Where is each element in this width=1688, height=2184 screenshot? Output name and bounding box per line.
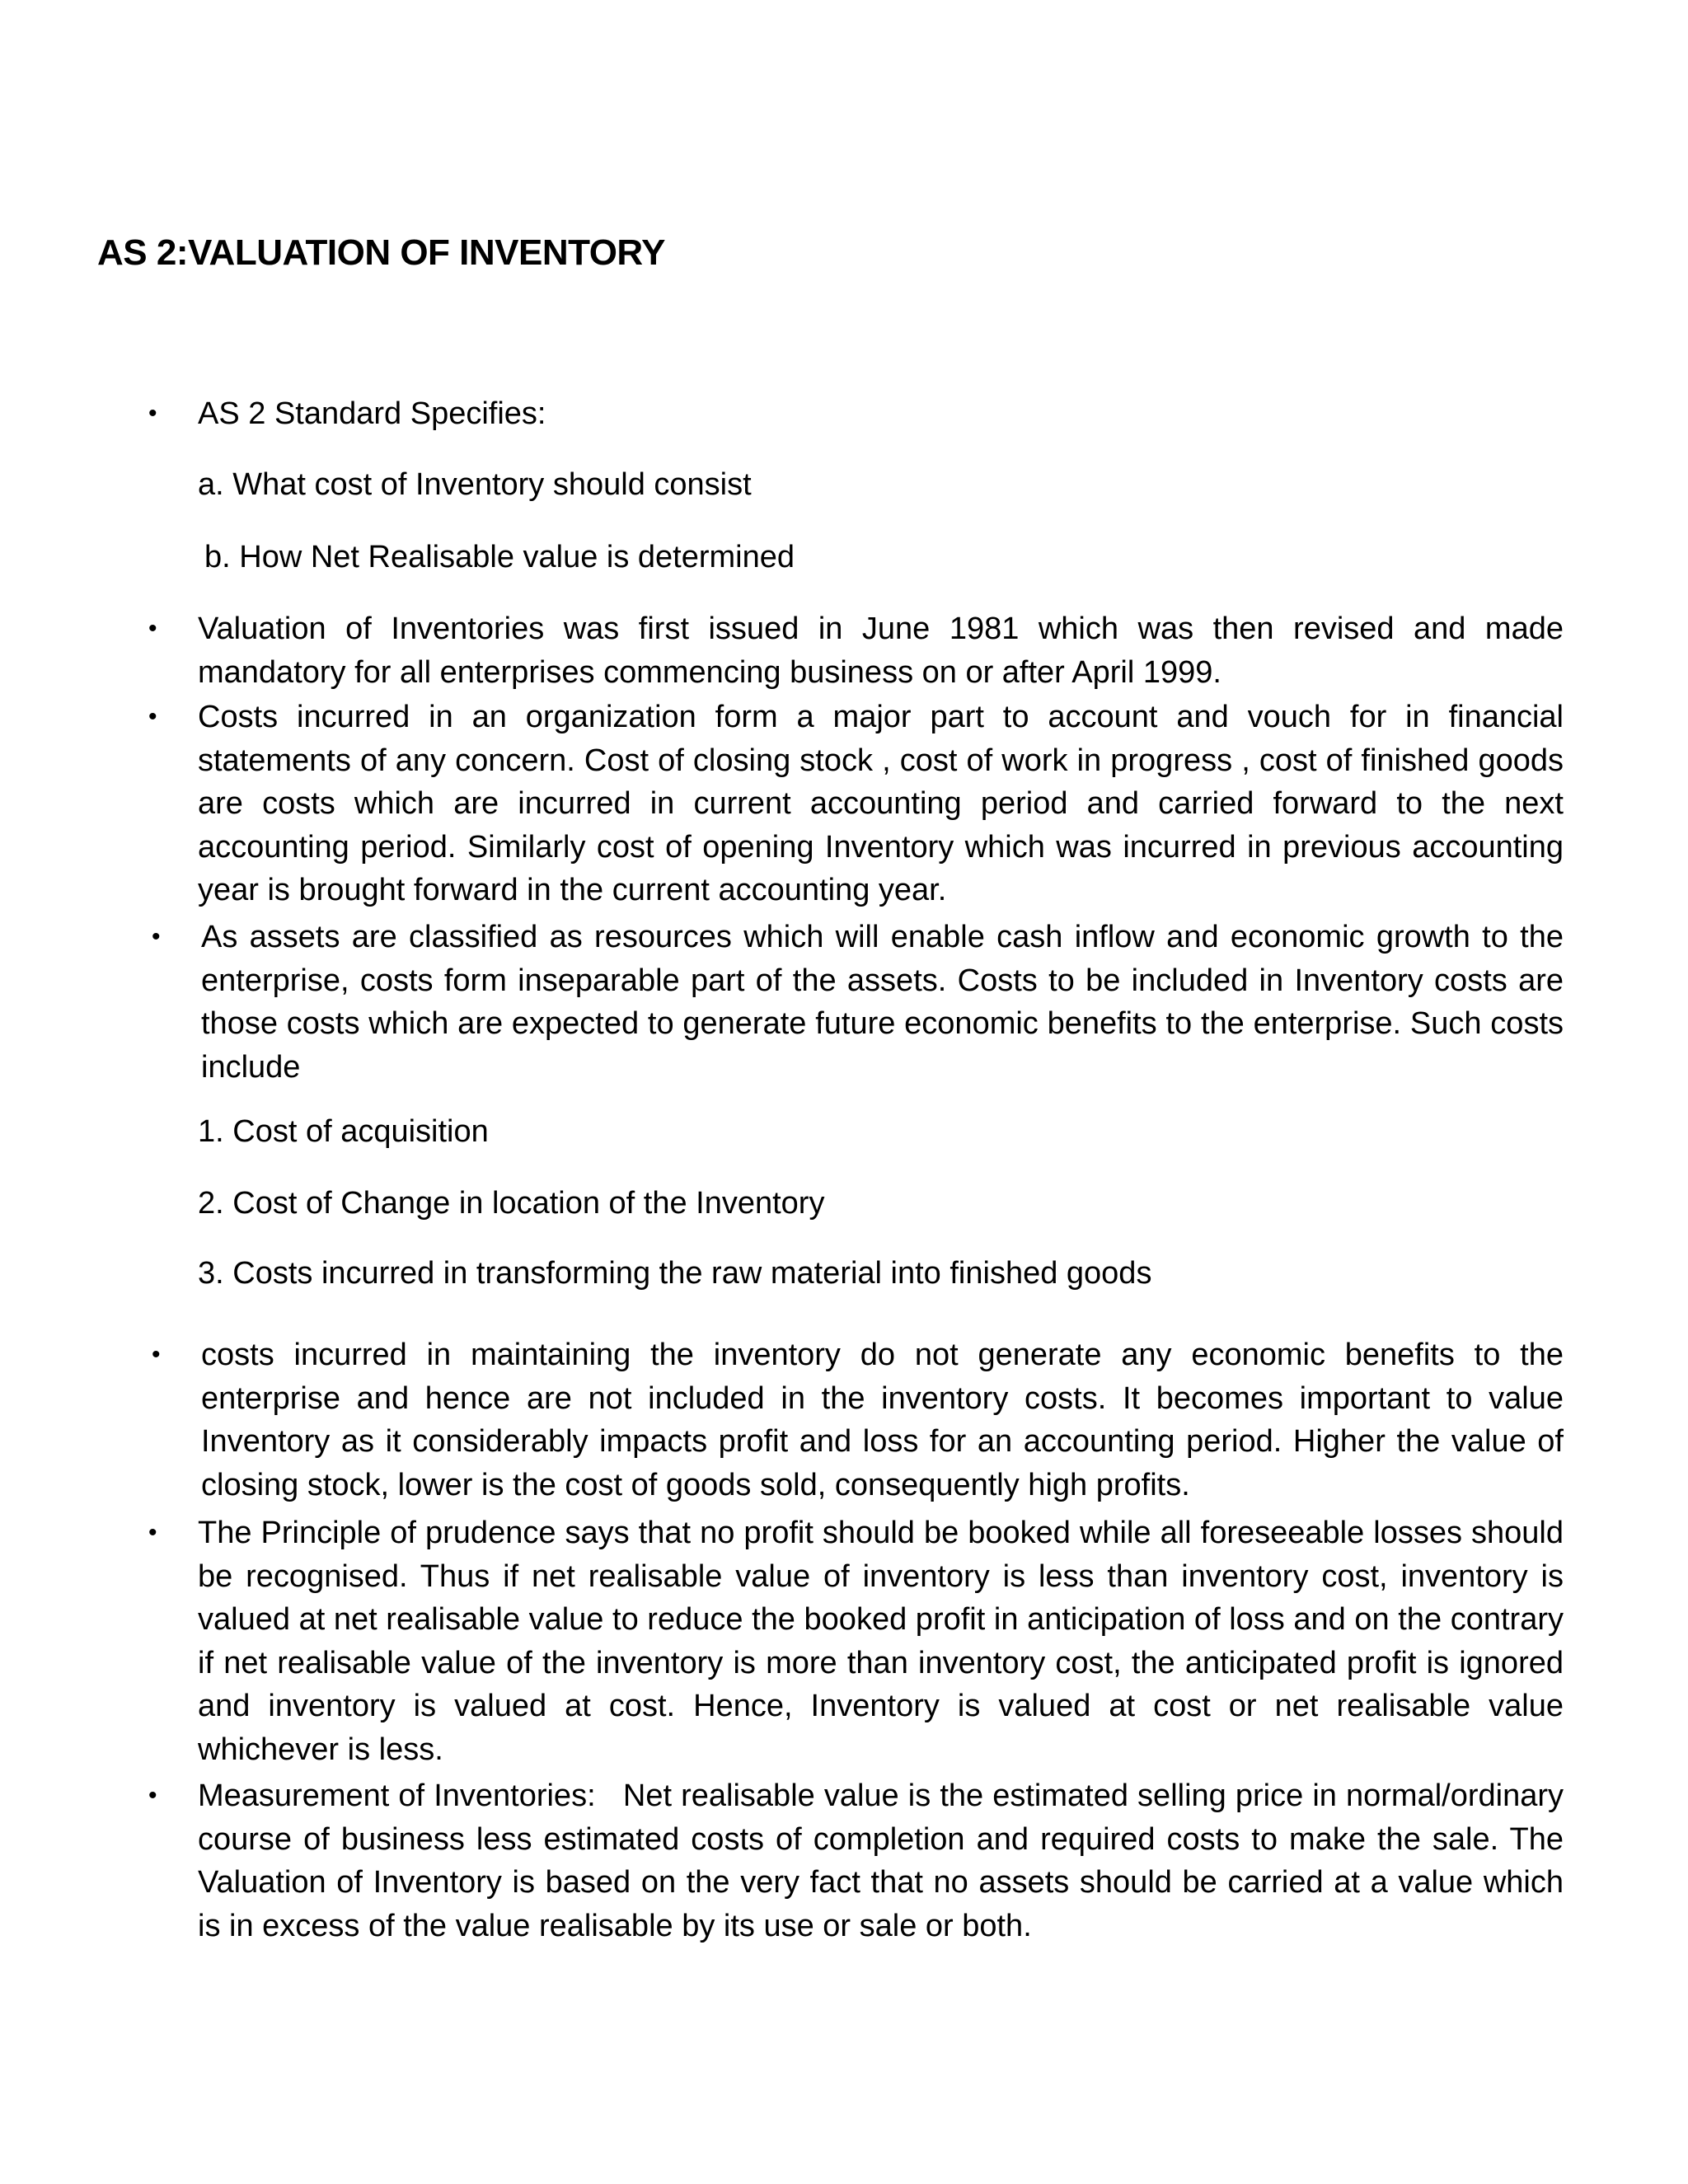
bullet-text: AS 2 Standard Specifies: xyxy=(198,396,546,431)
lettered-item-b: b. How Net Realisable value is determined xyxy=(204,540,795,574)
bullet-dot-icon: • xyxy=(148,400,157,427)
numbered-item-3: 3. Costs incurred in transforming the raw material into finished goods xyxy=(198,1256,1152,1291)
bullet-item xyxy=(148,607,1564,694)
bullet-text: The Principle of prudence says that no profit should be booked while all foreseeable losses should be recognised. Thus if net realisable value of inventory is less than inventory cost, inventory is valued at net realisable value to reduce the booked profit in anticipation of loss and on the contrary if net realisable value of the inventory is more than inventory cost, the anticipated profit is ignored and inventory is valued at cost. Hence, Inventory is valued at cost or net realisable value whichever is less. xyxy=(198,1516,1564,1767)
bullet-item xyxy=(152,1333,1564,1507)
bullet-text: Valuation of Inventories was first issued in June 1981 which was then revised and made mandatory for all enterprises commencing business on or after April 1999. xyxy=(198,612,1564,690)
bullet-dot-icon: • xyxy=(148,1519,157,1546)
bullet-dot-icon: • xyxy=(148,1782,157,1809)
bullet-item xyxy=(148,696,1564,912)
bullet-dot-icon: • xyxy=(152,1341,161,1368)
bullet-dot-icon: • xyxy=(148,703,157,730)
bullet-item xyxy=(148,1774,1573,1947)
numbered-item-1: 1. Cost of acquisition xyxy=(198,1114,489,1149)
bullet-dot-icon: • xyxy=(152,923,161,950)
page-title: AS 2:VALUATION OF INVENTORY xyxy=(97,232,665,273)
bullet-text: costs incurred in maintaining the inventory do not generate any economic benefits to the enterprise and hence are not included in the inventory costs. It becomes important to value Inventory as it considerably impacts profit and loss for an accounting period. Higher the value of closing stock, lower is the cost of goods sold, consequently high profits. xyxy=(201,1338,1564,1502)
lettered-item-a: a. What cost of Inventory should consist xyxy=(198,467,752,502)
bullet-text: Costs incurred in an organization form a major part to account and vouch for in financial statements of any concern. Cost of closing stock , cost of work in progress , cost of finished goods are costs which are incurred in current accounting period and carried forward to the next accounting period. Similarly cost of opening Inventory which was incurred in previous accounting year is brought forward in the current accounting year. xyxy=(198,700,1564,907)
bullet-text: Measurement of Inventories: Net realisable value is the estimated selling price in normal/ordinary course of business less estimated costs of completion and required costs to make the sale. The Valuation of Inventory is based on the very fact that no assets should be carried at a value which is in excess of the value realisable by its use or sale or both. xyxy=(198,1779,1573,1943)
bullet-item xyxy=(148,1511,1564,1771)
bullet-item xyxy=(148,392,1564,436)
bullet-dot-icon: • xyxy=(148,615,157,642)
bullet-item xyxy=(152,916,1564,1089)
bullet-text: As assets are classified as resources which will enable cash inflow and economic growth to the enterprise, costs form inseparable part of the assets. Costs to be included in Inventory costs are those costs which are expected to generate future economic benefits to the enterprise. Such costs include xyxy=(201,920,1564,1085)
numbered-item-2: 2. Cost of Change in location of the Inventory xyxy=(198,1186,825,1221)
